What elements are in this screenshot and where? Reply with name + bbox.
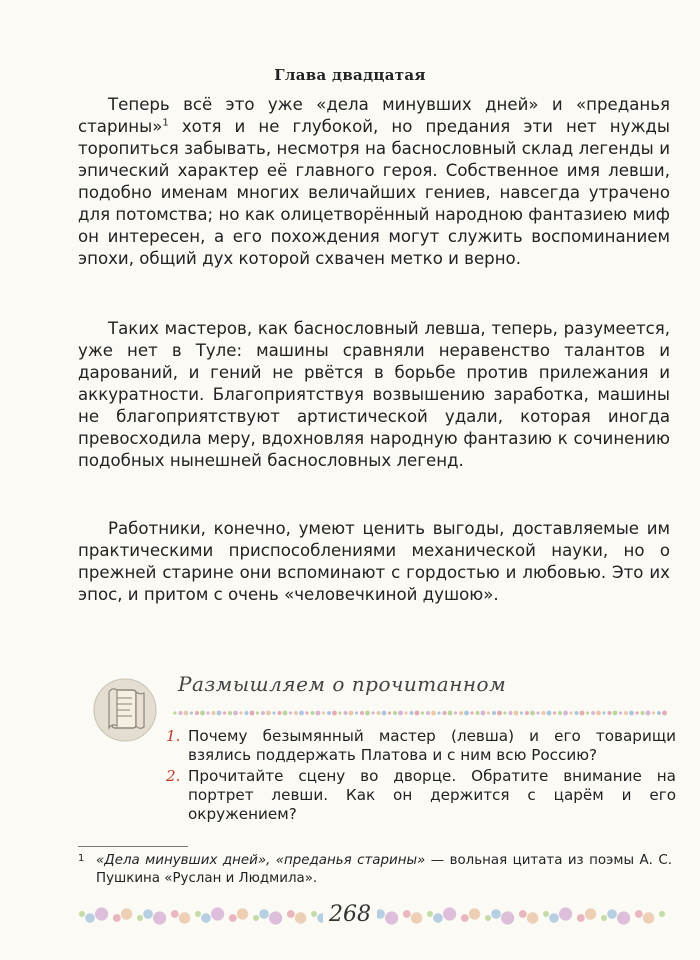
ornament-dot [184, 711, 189, 716]
ornament-dot [327, 711, 331, 715]
ornament-dot [305, 711, 308, 714]
ornament-dot [586, 711, 589, 714]
scroll-icon [92, 674, 158, 746]
page-number-wrap [0, 902, 700, 927]
ornament-dot [514, 711, 519, 716]
ornament-dot [481, 711, 486, 716]
question-2-number: 2. [166, 767, 181, 785]
ornament-dot [388, 711, 391, 714]
ornament-dot [563, 711, 568, 716]
ornament-dot [421, 711, 424, 714]
ornament-dot [393, 711, 397, 715]
paragraph-1-start: Теперь всё это уже «дела минувших дней» и «преданья старины» [78, 95, 670, 136]
ornament-dot [470, 711, 473, 714]
ornament-dot [553, 711, 556, 714]
ornament-dot [591, 711, 595, 715]
footnote-rule [78, 846, 188, 847]
chapter-title: Глава двадцатая [274, 66, 426, 84]
ornament-dot [217, 711, 222, 716]
question-1-number: 1. [166, 727, 181, 745]
ornament-dot [223, 711, 226, 714]
ornament-dot [360, 711, 364, 715]
footnote [78, 852, 672, 888]
ornament-dot [261, 711, 265, 715]
ornament-dot [646, 711, 651, 716]
reflection-title: Размышляем о прочитанном [178, 672, 507, 696]
ornament-dot [525, 711, 529, 715]
ornament-dot [332, 711, 337, 716]
ornament-dot [415, 711, 420, 716]
ornament-dot [487, 711, 490, 714]
ornament-dot [602, 711, 605, 714]
ornament-dot [371, 711, 374, 714]
ornament-dot [365, 711, 370, 716]
footnote-mark: 1 [78, 853, 85, 864]
ornament-dot [299, 711, 304, 716]
ornament-dot [520, 711, 523, 714]
ornament-dot [635, 711, 638, 714]
ornament-dot [426, 711, 430, 715]
ornament-dot [338, 711, 341, 714]
question-2 [166, 767, 676, 824]
ornament-dot [173, 711, 176, 714]
ornament-dot [575, 711, 579, 715]
ornament-dot [530, 711, 535, 716]
ornament-dot [195, 711, 199, 715]
ornament-dot [294, 711, 298, 715]
ornament-dot [179, 711, 183, 715]
ornament-dot [613, 711, 618, 716]
ornament-dot [492, 711, 496, 715]
ornament-dot [569, 711, 572, 714]
footnote-text [78, 852, 672, 888]
footnote-reference: 1 [162, 117, 169, 129]
ornament-dot [344, 711, 348, 715]
ornament-dot [431, 711, 436, 716]
ornament-dot [206, 711, 209, 714]
ornament-dot [558, 711, 562, 715]
ornament-dot [641, 711, 645, 715]
ornament-dot [536, 711, 539, 714]
ornament-dot [464, 711, 469, 716]
ornament-dot [200, 711, 205, 716]
ornament-dot [410, 711, 414, 715]
ornament-dot [316, 711, 321, 716]
ornament-dot [608, 711, 612, 715]
ornament-dot [355, 711, 358, 714]
ornament-dot [233, 711, 238, 716]
ornament-dot [278, 711, 282, 715]
ornament-dot [190, 711, 193, 714]
ornament-dot [503, 711, 506, 714]
ornament-dot [509, 711, 513, 715]
ornament-dot [245, 711, 249, 715]
ornament-dot [542, 711, 546, 715]
decorative-dots-row [172, 708, 672, 718]
ornament-dot [239, 711, 242, 714]
ornament-dot [619, 711, 622, 714]
ornament-dot [311, 711, 315, 715]
ornament-dot [437, 711, 440, 714]
ornament-dot [349, 711, 354, 716]
paragraph-1 [78, 94, 670, 270]
ornament-dot [448, 711, 453, 716]
ornament-dot [228, 711, 232, 715]
ornament-dot [266, 711, 271, 716]
ornament-dot [596, 711, 601, 716]
ornament-dot [272, 711, 275, 714]
ornament-dot [497, 711, 502, 716]
ornament-dot [657, 711, 661, 715]
ornament-dot [283, 711, 288, 716]
ornament-dot [289, 711, 292, 714]
ornament-dot [250, 711, 255, 716]
question-list [166, 727, 676, 826]
question-1 [166, 727, 676, 765]
ornament-dot [580, 711, 585, 716]
ornament-dot [404, 711, 407, 714]
footnote-rest: — вольная цитата из поэмы А. С. Пушкина «Руслан и Людмила». [96, 853, 672, 886]
ornament-dot [624, 711, 628, 715]
question-1-text: Почему безымянный мастер (левша) и его товарищи взялись поддержать Платова и с ним всю Россию? [188, 727, 676, 764]
ornament-dot [662, 711, 667, 716]
ornament-dot [256, 711, 259, 714]
paragraph-3: Работники, конечно, умеют ценить выгоды, доставляемые им практическими приспособлениями механической науки, но о прежней старине они вспоминают с гордостью и любовью. Это их эпос, и притом с очень «человечкиной душою». [78, 519, 670, 604]
paragraph-1-end: хотя и не глубокой, но предания эти нет нужды торопиться забывать, несмотря на баснословный склад легенды и эпический характер её главного героя. Собственное имя левши, подобно именам многих величайших гениев, навсегда утрачено для потомства; но как олицетворённый народною фантазиею миф он интересен, а его похождения могут служить воспоминанием эпохи, общий дух которой схвачен метко и верно. [78, 117, 670, 268]
question-2-text: Прочитайте сцену во дворце. Обратите внимание на портрет левши. Как он держится с царём и его окружением? [188, 767, 676, 823]
ornament-dot [322, 711, 325, 714]
ornament-dot [652, 711, 655, 714]
paragraph-2: Таких мастеров, как баснословный левша, теперь, разумеется, уже нет в Туле: машины сравняли неравенство талантов и дарований, и гений не рвётся в борьбе против прилежания и аккуратности. Благоприятствуя возвышению заработка, машины не благоприятствуют артистической удали, которая иногда превосходила меру, вдохновляя народную фантазию к сочинению подобных нынешней баснословных легенд. [78, 319, 670, 470]
page-number: 268 [323, 902, 377, 927]
ornament-dot [382, 711, 387, 716]
ornament-dot [476, 711, 480, 715]
ornament-dot [459, 711, 463, 715]
ornament-dot [443, 711, 447, 715]
ornament-dot [398, 711, 403, 716]
ornament-dot [377, 711, 381, 715]
footnote-quote: «Дела минувших дней», «преданья старины» [96, 853, 426, 868]
ornament-dot [454, 711, 457, 714]
ornament-dot [629, 711, 634, 716]
ornament-dot [212, 711, 216, 715]
ornament-dot [547, 711, 552, 716]
